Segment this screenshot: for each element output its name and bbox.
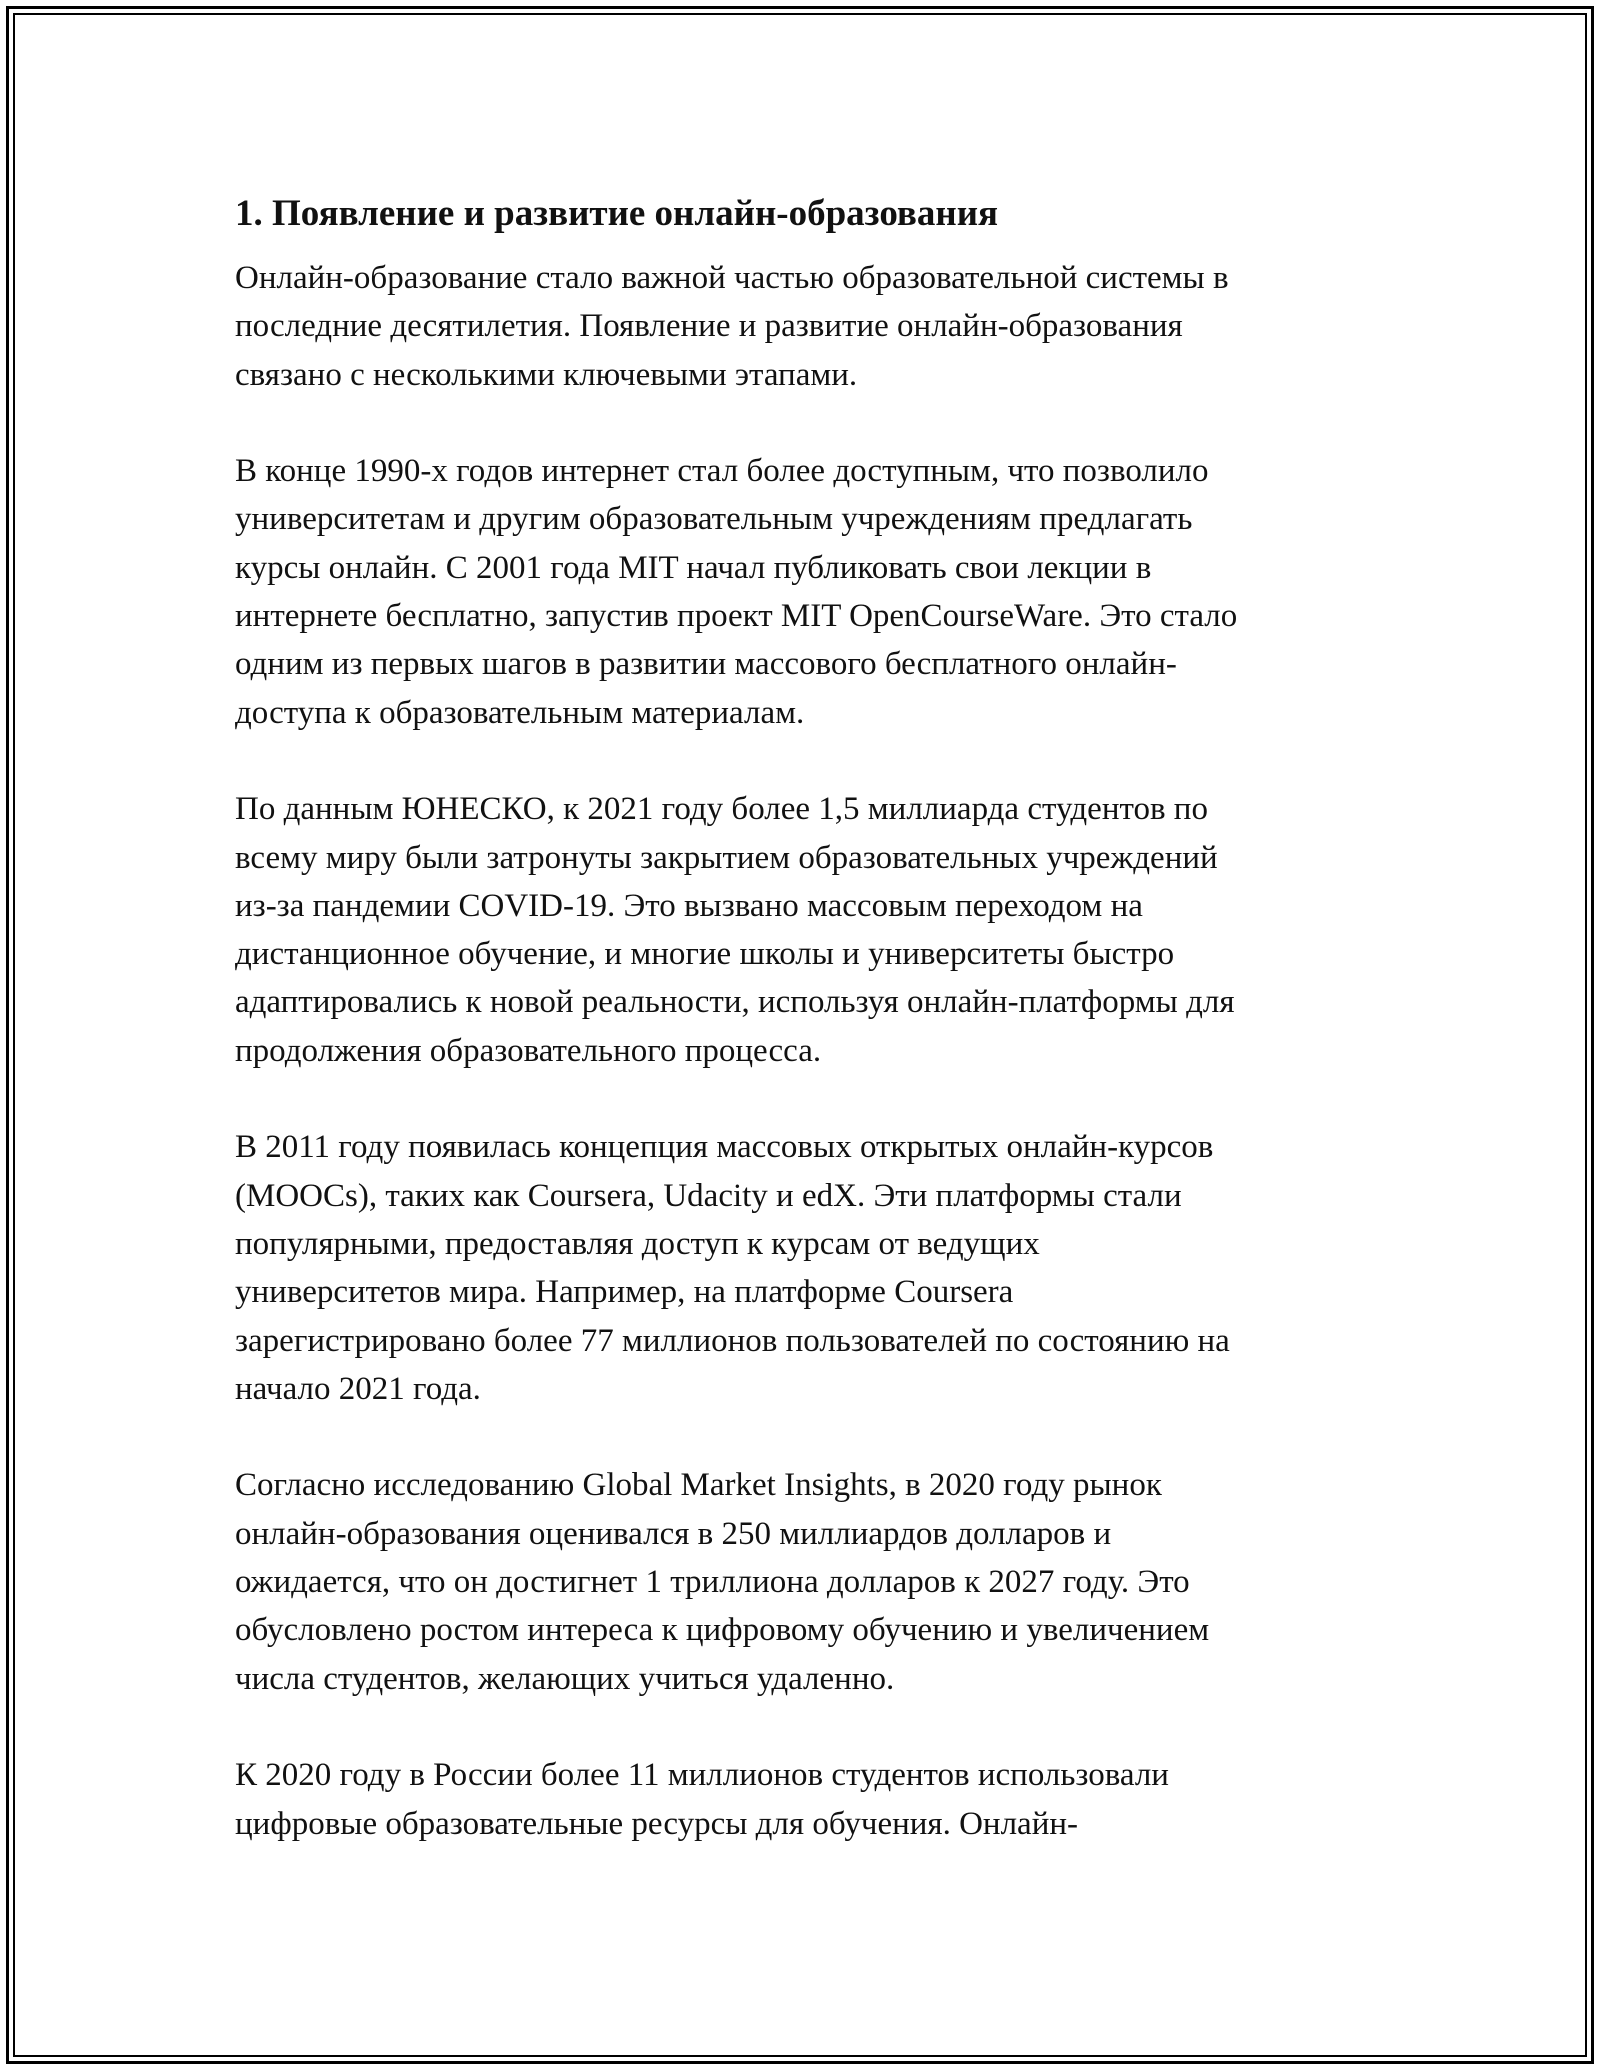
paragraph-russia: К 2020 году в России более 11 миллионов студентов использовали цифровые образовательные ресурсы для обучения. Онлайн- — [235, 1757, 1169, 1842]
paragraph-unesco: По данным ЮНЕСКО, к 2021 году более 1,5 миллиарда студентов по всему миру были затронуты закрытием образовательных учреждений из-за пандемии COVID-19. Это вызвано массовым переходом на дистанционное обучение, и многие школы и университеты быстро адаптировались к новой реальности, используя онлайн-платформы для продолжения образовательного процесса. — [235, 791, 1235, 1069]
paragraph-moocs: В 2011 году появилась концепция массовых открытых онлайн-курсов (MOOCs), таких как Coursera, Udacity и edX. Эти платформы стали популярными, предоставляя доступ к курсам от ведущих университетов мира. Например, на платформе Coursera зарегистрировано более 77 миллионов пользователей по состоянию на начало 2021 года. — [235, 1129, 1230, 1407]
document-body — [235, 190, 1365, 1848]
paragraph-market: Согласно исследованию Global Market Insights, в 2020 году рынок онлайн-образования оценивался в 250 миллиардов долларов и ожидается, что он достигнет 1 триллиона долларов к 2027 году. Это обусловлено ростом интереса к цифровому обучению и увеличением числа студентов, желающих учиться удаленно. — [235, 1467, 1210, 1697]
paragraph-1990s: В конце 1990-х годов интернет стал более доступным, что позволило университетам и другим образовательным учреждениям предлагать курсы онлайн. С 2001 года MIT начал публиковать свои лекции в интернете бесплатно, запустив проект MIT OpenCourseWare. Это стало одним из первых шагов в развитии массового бесплатного онлайн- доступа к образовательным материалам. — [235, 453, 1238, 731]
section-heading: 1. Появление и развитие онлайн-образования — [235, 193, 999, 234]
paragraph-intro: Онлайн-образование стало важной частью образовательной системы в последние десятилетия. Появление и развитие онлайн-образования связано с несколькими ключевыми этапами. — [235, 260, 1229, 393]
